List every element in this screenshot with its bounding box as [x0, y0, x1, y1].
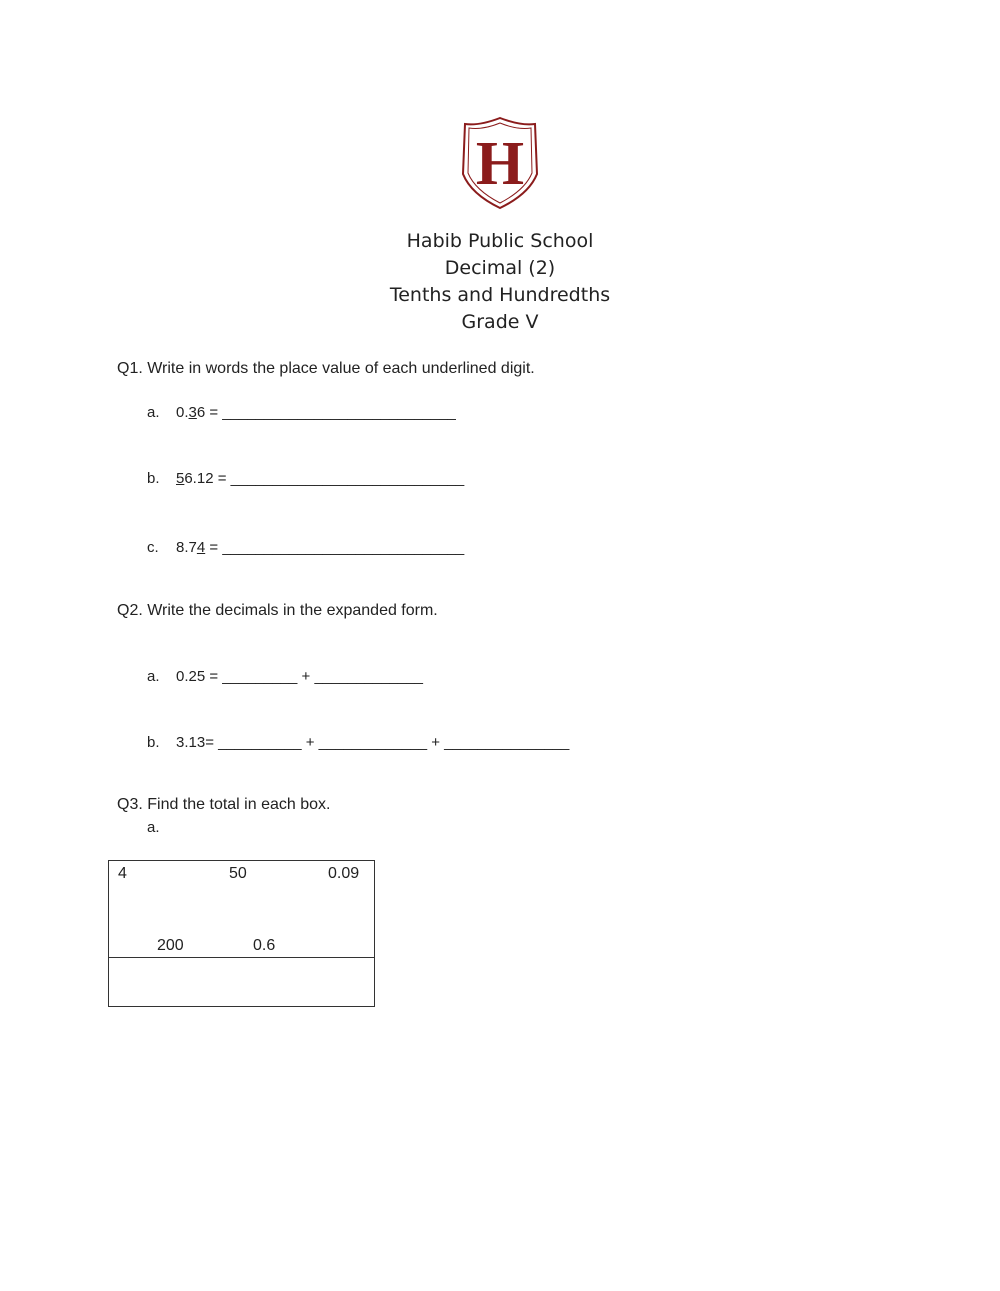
question-1-prompt: Q1. Write in words the place value of each underlined digit.	[117, 360, 535, 377]
question-3-prompt: Q3. Find the total in each box.	[117, 796, 331, 813]
answer-blank[interactable]: ____________________________	[230, 470, 465, 487]
underlined-digit: 3	[188, 404, 197, 421]
number-part: 8.7	[176, 539, 197, 556]
total-box	[108, 860, 375, 1007]
item-label: c.	[147, 539, 159, 556]
question-2-prompt: Q2. Write the decimals in the expanded form.	[117, 602, 438, 619]
answer-blank[interactable]: _____________________________	[222, 539, 465, 556]
box-value: 200	[157, 937, 184, 954]
box-value: 4	[118, 865, 127, 882]
school-crest-logo	[459, 116, 541, 210]
box-value: 0.09	[328, 865, 360, 882]
worksheet-topic: Tenths and Hundredths	[389, 284, 611, 306]
item-label: b.	[147, 734, 160, 751]
underlined-digit: 5	[176, 470, 185, 487]
box-value: 0.6	[253, 937, 276, 954]
expanded-form-line[interactable]: 0.25 = _________ + _____________	[176, 668, 423, 685]
item-label: a.	[147, 404, 160, 421]
underlined-digit: 4	[196, 539, 206, 556]
worksheet-subject: Decimal (2)	[444, 257, 556, 279]
item-label: b.	[147, 470, 160, 487]
total-answer-area[interactable]	[109, 958, 374, 1006]
number-part: 6 =	[196, 404, 223, 421]
expanded-form-line[interactable]: 3.13= __________ + _____________ + _______________	[176, 734, 570, 751]
number-part: 6.12 =	[184, 470, 231, 487]
q3-sub-label: a.	[147, 819, 160, 836]
school-name: Habib Public School	[406, 230, 594, 252]
crest-letter: H	[475, 130, 525, 198]
box-value: 50	[229, 865, 247, 882]
number-part: 0.	[176, 404, 189, 421]
answer-blank[interactable]: ____________________________	[222, 404, 456, 421]
number-part: =	[205, 539, 223, 556]
grade-level: Grade V	[461, 311, 539, 333]
item-label: a.	[147, 668, 160, 685]
